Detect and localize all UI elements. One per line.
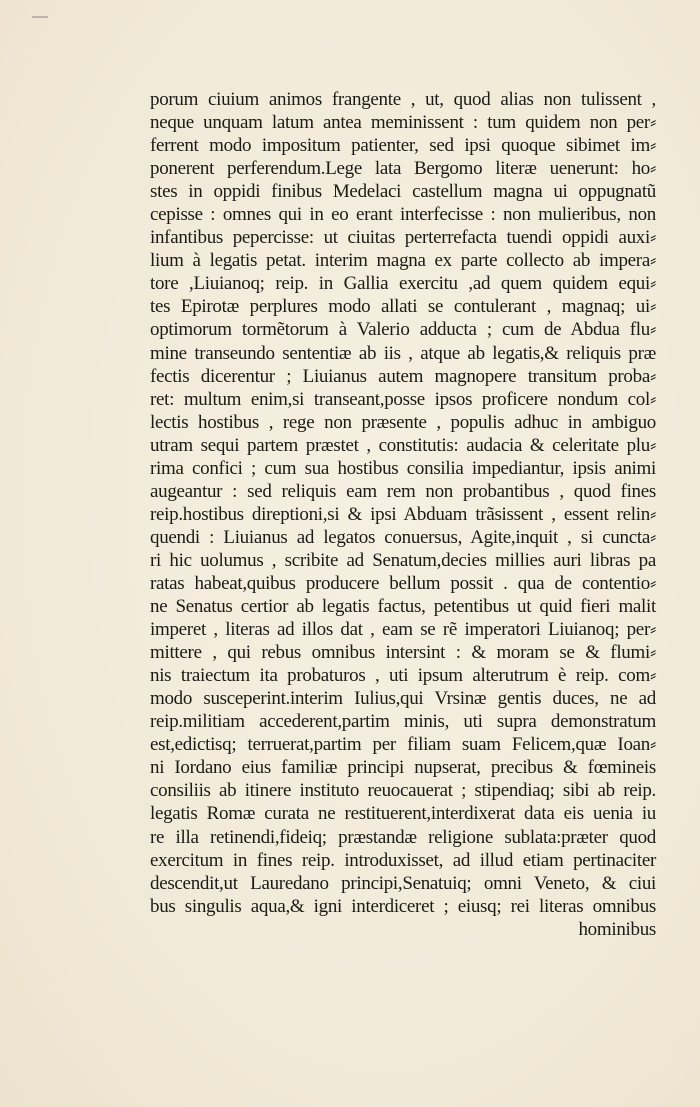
text-line: exercitum in fines reip. introduxisset, ad illud etiam pertinaciter [150,849,656,871]
text-line: ret: multum enim,si transeant,posse ipsos proficere nondum col⸗ [150,388,656,410]
catchword: hominibus [578,918,656,940]
text-line: rima confici ; cum sua hostibus consilia impediantur, ipsis animi [150,457,656,479]
text-line: porum ciuium animos frangente , ut, quod alias non tulissent , [150,89,656,110]
text-line: neque unquam latum antea meminissent : tum quidem non per⸗ [150,112,656,134]
text-line: imperet , literas ad illos dat , eam se rẽ imperatori Liuianoq; per⸗ [150,619,656,641]
text-line: modo susceperint.interim Iulius,qui Vrsinæ gentis duces, ne ad [150,688,656,710]
text-line: ponerent perferendum.Lege lata Bergomo literæ uenerunt: ho⸗ [150,158,656,180]
text-line: legatis Romæ curata ne restituerent,interdixerat data eis uenia iu [150,803,656,825]
text-line: ferrent modo impositum patienter, sed ipsi quoque sibimet im⸗ [150,135,656,157]
text-line: ratas habeat,quibus producere bellum possit . qua de contentio⸗ [150,572,656,594]
text-line: utram sequi partem præstet , constitutis: audacia & celeritate plu⸗ [150,434,656,456]
text-line: est,edictisq; terruerat,partim per filiam suam Felicem,quæ Ioan⸗ [150,734,656,756]
text-line: tes Epirotæ perplures modo allati se contulerant , magnaq; ui⸗ [150,296,656,318]
text-line: mittere , qui rebus omnibus intersint : & moram se & flumi⸗ [150,642,656,664]
text-line: nis traiectum ita probaturos , uti ipsum alterutrum è reip. com⸗ [150,665,656,687]
text-line: ri hic uolumus , scribite ad Senatum,decies millies auri libras pa [150,549,656,571]
text-line: fectis dicerentur ; Liuianus autem magnopere transitum proba⸗ [150,365,656,387]
text-line: infantibus pepercisse: ut ciuitas perterrefacta tuendi oppidi auxi⸗ [150,227,656,249]
text-line: ni Iordano eius familiæ principi nupserat, precibus & fœmineis [150,757,656,779]
text-line: lectis hostibus , rege non præsente , populis adhuc in ambiguo [150,411,656,433]
text-line: bus singulis aqua,& igni interdiceret ; eiusq; rei literas omnibus [150,895,656,917]
text-line: optimorum tormẽtorum à Valerio adducta ; cum de Abdua flu⸗ [150,319,656,341]
text-line: consiliis ab itinere instituto reuocauerat ; stipendiaq; sibi ab reip. [150,780,656,802]
text-line: augeantur : sed reliquis eam rem non probantibus , quod fines [150,480,656,502]
text-line: descendit,ut Lauredano principi,Senatuiq; omni Veneto, & ciui [150,872,656,894]
text-line: lium à legatis petat. interim magna ex parte collecto ab impera⸗ [150,250,656,272]
text-line: tore ,Liuianoq; reip. in Gallia exercitu ,ad quem quidem equi⸗ [150,273,656,295]
text-line: reip.hostibus direptioni,si & ipsi Abduam trãsissent , essent relin⸗ [150,503,656,525]
page-corner-mark [32,16,48,18]
text-line: re illa retinendi,fideiq; præstandæ religione sublata:præter quod [150,826,656,848]
body-text [150,88,656,941]
text-line: reip.militiam accederent,partim minis, uti supra demonstratum [150,711,656,733]
text-line: ne Senatus certior ab legatis factus, petentibus ut quid fieri malit [150,596,656,618]
text-line: quendi : Liuianus ad legatos conuersus, Agite,inquit , si cuncta⸗ [150,526,656,548]
text-line: stes in oppidi finibus Medelaci castellum magna ui oppugnatũ [150,181,656,203]
text-line: mine transeundo sententiæ ab iis , atque ab legatis,& reliquis præ [150,342,656,364]
text-line: cepisse : omnes qui in eo erant interfecisse : non mulieribus, non [150,204,656,226]
